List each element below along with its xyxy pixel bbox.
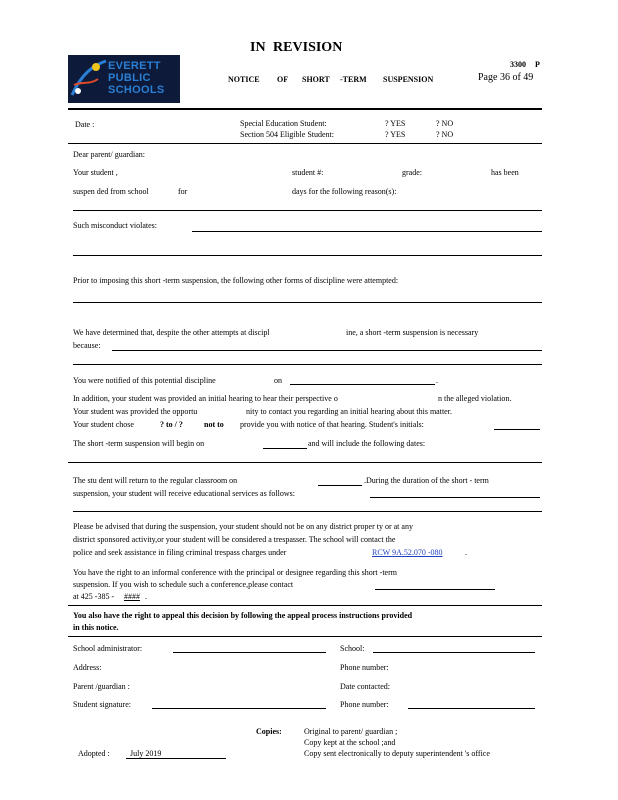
misconduct-line-2[interactable] — [73, 255, 542, 256]
admin-line[interactable] — [173, 652, 326, 653]
contact-line[interactable] — [375, 589, 495, 590]
services-line[interactable] — [370, 497, 540, 498]
date-label: Date : — [75, 120, 95, 129]
notice-title-word: -TERM — [340, 75, 367, 84]
return-date-line[interactable] — [318, 485, 362, 486]
suspended-label: suspen ded from school — [73, 187, 149, 196]
services-line-2[interactable] — [73, 511, 542, 512]
adopted-line — [126, 758, 226, 759]
copies-label: Copies: — [256, 727, 282, 736]
notified-date-line[interactable] — [290, 384, 435, 385]
notified-text: You were notified of this potential discipline — [73, 376, 216, 385]
student-signature-line[interactable] — [152, 708, 326, 709]
days-label: days for the following reason(s): — [292, 187, 397, 196]
notice-title-word: SHORT — [302, 75, 330, 84]
notice-title-word: OF — [277, 75, 289, 84]
hearing-text: Your student was provided the opportu — [73, 407, 198, 416]
s504-no[interactable]: ? NO — [436, 130, 454, 139]
phone-label: Phone number: — [340, 663, 389, 672]
begin-text: The short -term suspension will begin on — [73, 439, 205, 448]
because-line-2[interactable] — [73, 364, 542, 365]
school-logo — [68, 55, 180, 103]
address-label: Address: — [73, 663, 102, 672]
sped-yes[interactable]: ? YES — [385, 119, 406, 128]
logo-wordmark — [108, 60, 165, 96]
appeal-text: You also have the right to appeal this decision by following the appeal process instructions provided — [73, 611, 413, 620]
phone-end: . — [145, 592, 147, 601]
parent-label: Parent /guardian : — [73, 682, 130, 691]
policy-number: 3300 — [510, 60, 526, 69]
notified-dot: . — [436, 376, 438, 385]
for-label: for — [178, 187, 188, 196]
include-text: and will include the following dates: — [308, 439, 426, 448]
hearing-text: Your student chose — [73, 420, 134, 429]
return-text-b: .During the duration of the short - term — [364, 476, 489, 485]
advised-text: district sponsored activity,or your student will be considered a trespasser. The school will contact the — [73, 535, 396, 544]
determined-text: We have determined that, despite the other attempts at discipl — [73, 328, 270, 337]
revision-banner: IN REVISION — [250, 40, 343, 55]
divider — [68, 636, 542, 637]
divider — [68, 108, 542, 110]
return-text: The stu dent will return to the regular classroom on — [73, 476, 238, 485]
adopted-date: July 2019 — [130, 749, 162, 758]
hearing-text: nity to contact you regarding an initial hearing about this matter. — [246, 407, 452, 416]
s504-yes[interactable]: ? YES — [385, 130, 406, 139]
services-text: suspension, your student will receive educational services as follows: — [73, 489, 295, 498]
policy-suffix: P — [535, 60, 540, 69]
divider — [68, 605, 542, 606]
has-been-label: has been — [491, 168, 519, 177]
torch-swoosh-icon — [68, 55, 108, 103]
informal-text: You have the right to an informal conference with the principal or designee regarding this short -term — [73, 568, 397, 577]
school-label: School: — [340, 644, 365, 653]
notice-title-word: NOTICE — [228, 75, 260, 84]
s504-label: Section 504 Eligible Student: — [240, 130, 334, 139]
copy-line: Copy kept at the school ;and — [304, 738, 396, 747]
logo-line: EVERETT — [108, 60, 161, 72]
logo-line: PUBLIC — [108, 72, 151, 84]
student-signature-label: Student signature: — [73, 700, 131, 709]
student-number-label: student #: — [292, 168, 324, 177]
rcw-link[interactable]: RCW 9A.52.070 -080 — [372, 548, 443, 557]
hearing-text: n the alleged violation. — [438, 394, 512, 403]
your-student-label: Your student , — [73, 168, 118, 177]
notice-title-word: SUSPENSION — [383, 75, 434, 84]
adopted-label: Adopted : — [78, 749, 110, 758]
prior-discipline-text: Prior to imposing this short -term suspension, the following other forms of discipline were attempted: — [73, 276, 399, 285]
phone-label-2: Phone number: — [340, 700, 389, 709]
begin-date-line[interactable] — [263, 448, 307, 449]
advised-text: Please be advised that during the suspension, your student should not be on any district proper ty or at any — [73, 522, 413, 531]
phone-line-2[interactable] — [408, 708, 535, 709]
appeal-text: in this notice. — [73, 623, 119, 632]
greeting: Dear parent/ guardian: — [73, 150, 145, 159]
because-label: because: — [73, 341, 101, 350]
divider — [68, 462, 542, 463]
hearing-text: In addition, your student was provided an initial hearing to hear their perspective o — [73, 394, 338, 403]
divider — [68, 143, 542, 144]
copy-line: Copy sent electronically to deputy superintendent 's office — [304, 749, 490, 758]
grade-label: grade: — [402, 168, 422, 177]
phone-prefix: at 425 -385 - — [73, 592, 115, 601]
copy-line: Original to parent/ guardian ; — [304, 727, 398, 736]
phone-extension[interactable]: #### — [124, 592, 140, 601]
reason-line[interactable] — [73, 210, 542, 211]
date-contacted-label: Date contacted: — [340, 682, 390, 691]
school-line[interactable] — [373, 652, 535, 653]
sped-no[interactable]: ? NO — [436, 119, 454, 128]
because-line[interactable] — [112, 350, 542, 351]
to-choice[interactable]: ? to / ? — [160, 420, 183, 429]
initials-line[interactable] — [494, 429, 540, 430]
determined-text-b: ine, a short -term suspension is necessary — [346, 328, 479, 337]
notified-on: on — [274, 376, 282, 385]
prior-line[interactable] — [73, 302, 542, 303]
sped-label: Special Education Student: — [240, 119, 327, 128]
advised-text: police and seek assistance in filing criminal trespass charges under — [73, 548, 287, 557]
not-to-choice[interactable]: not to — [204, 420, 224, 429]
page-number: Page 36 of 49 — [478, 72, 534, 83]
misconduct-line[interactable] — [192, 231, 542, 232]
informal-text: suspension. If you wish to schedule such a conference,please contact — [73, 580, 294, 589]
advised-end: . — [465, 548, 467, 557]
admin-label: School administrator: — [73, 644, 143, 653]
hearing-text: provide you with notice of that hearing. Student's initials: — [240, 420, 424, 429]
misconduct-label: Such misconduct violates: — [73, 221, 157, 230]
logo-line: SCHOOLS — [108, 84, 165, 96]
